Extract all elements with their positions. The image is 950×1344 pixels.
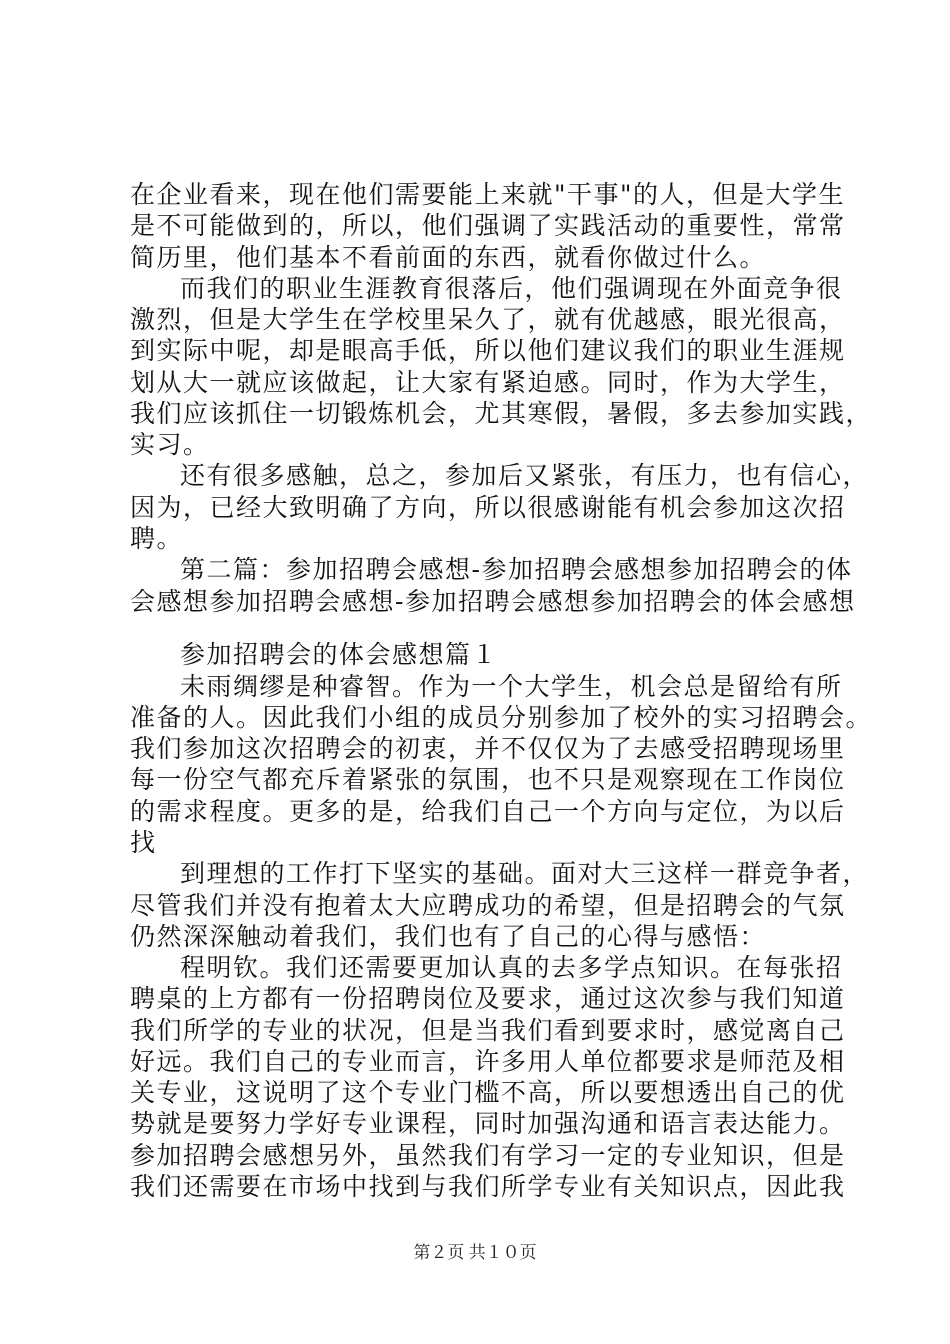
text-line: 我们参加这次招聘会的初衷，并不仅仅为了去感受招聘现场里	[130, 734, 846, 763]
page-number-footer: 第２页 共１０页	[413, 1243, 537, 1262]
text-line: 准备的人。因此我们小组的成员分别参加了校外的实习招聘会。	[130, 703, 873, 732]
text-line: 实习。	[130, 430, 210, 459]
text-line: 还有很多感触，总之，参加后又紧张，有压力，也有信心，	[180, 461, 870, 490]
text-line: 简历里，他们基本不看前面的东西，就看你做过什么。	[130, 243, 767, 272]
text-line: 我们应该抓住一切锻炼机会，尤其寒假，暑假，多去参加实践，	[130, 399, 873, 428]
text-line: 程明钦。我们还需要更加认真的去多学点知识。在每张招	[180, 953, 843, 982]
text-line: 是不可能做到的，所以，他们强调了实践活动的重要性，常常	[130, 211, 846, 240]
text-line: 我们所学的专业的状况，但是当我们看到要求时，感觉离自己	[130, 1016, 846, 1045]
text-line: 参加招聘会感想另外，虽然我们有学习一定的专业知识，但是	[130, 1141, 846, 1170]
text-line: 到理想的工作打下坚实的基础。面对大三这样一群竞争者，	[180, 859, 870, 888]
text-line: 聘桌的上方都有一份招聘岗位及要求，通过这次参与我们知道	[130, 984, 846, 1013]
subheading: 参加招聘会的体会感想篇１	[180, 640, 499, 669]
text-line: 好远。我们自己的专业而言，许多用人单位都要求是师范及相	[130, 1047, 846, 1076]
text-line: 的需求程度。更多的是，给我们自己一个方向与定位，为以后	[130, 797, 846, 826]
text-line: 每一份空气都充斥着紧张的氛围，也不只是观察现在工作岗位	[130, 765, 846, 794]
text-line: 划从大一就应该做起，让大家有紧迫感。同时，作为大学生，	[130, 368, 846, 397]
text-line: 找	[130, 828, 157, 857]
text-line: 尽管我们并没有抱着太大应聘成功的希望，但是招聘会的气氛	[130, 891, 846, 920]
text-line: 而我们的职业生涯教育很落后，他们强调现在外面竞争很	[180, 274, 843, 303]
text-line: 在企业看来，现在他们需要能上来就"干事"的人，但是大学生	[130, 180, 846, 209]
text-line: 聘。	[130, 524, 184, 553]
text-line: 到实际中呢，却是眼高手低，所以他们建议我们的职业生涯规	[130, 336, 846, 365]
text-line: 未雨绸缪是种睿智。作为一个大学生，机会总是留给有所	[180, 672, 843, 701]
text-line: 因为，已经大致明确了方向，所以很感谢能有机会参加这次招	[130, 493, 846, 522]
text-line: 势就是要努力学好专业课程，同时加强沟通和语言表达能力。	[130, 1109, 846, 1138]
text-line: 我们还需要在市场中找到与我们所学专业有关知识点，因此我	[130, 1172, 846, 1201]
text-line: 关专业，这说明了这个专业门槛不高，所以要想透出自己的优	[130, 1078, 846, 1107]
section-heading: 第二篇：参加招聘会感想-参加招聘会感想参加招聘会的体	[180, 555, 853, 584]
text-line: 激烈，但是大学生在学校里呆久了，就有优越感，眼光很高，	[130, 305, 846, 334]
section-heading: 会感想参加招聘会感想-参加招聘会感想参加招聘会的体会感想	[130, 587, 856, 616]
text-line: 仍然深深触动着我们，我们也有了自己的心得与感悟：	[130, 922, 767, 951]
